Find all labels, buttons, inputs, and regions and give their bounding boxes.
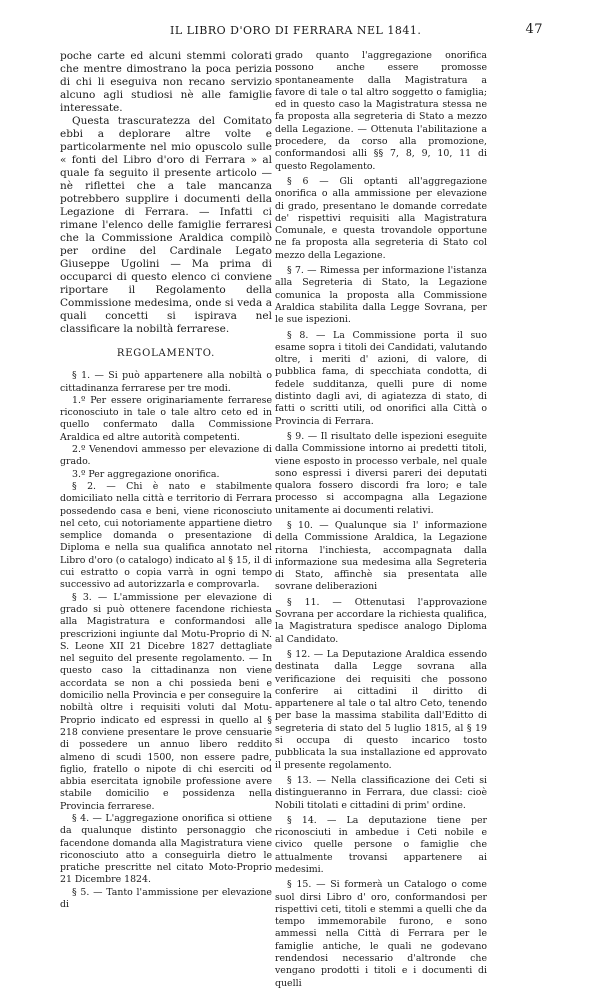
intro-paragraph: poche carte ed alcuni stemmi colorati che mentre dimostrano la poca perizia di chi li eseguiva non recano servizio alcuno agli studiosi nè alle famiglie interessate. bbox=[60, 50, 272, 114]
regulation-article: § 8. — La Commissione porta il suo esame sopra i titoli dei Candidati, valutando oltre, i meriti d' azioni, di valore, di pubblica fama, di specchiata condotta, di fedele sudditanza, quelli pure di nome distinto dagli avi, di agiatezza di stato, di fatti o scritti utili, od onorifici alla Città o Provincia di Ferrara. bbox=[275, 329, 487, 427]
regulation-article: § 5. — Tanto l'ammissione per elevazione di bbox=[60, 886, 272, 911]
regulation-article: § 2. — Chi è nato e stabilmente domiciliato nella città e territorio di Ferrara possedendo casa e beni, viene riconosciuto nel ceto, cui notoriamente appartiene dietro semplice domanda o presentazione di Diploma e nella sua qualifica annotato nel Libro d'oro (o catalogo) indicato al § 15, il di cui estratto o copia varrà in ogni tempo successivo ad autorizzarla e comprovarla. bbox=[60, 480, 272, 591]
intro-paragraph: Questa trascuratezza del Comitato ebbi a deplorare altre volte e particolarmente nel mio opuscolo sulle « fonti del Libro d'oro di Ferrara » al quale fa seguito il presente articolo — nè riflettei che a tale mancanza potrebbero supplire i documenti della Legazione di Ferrara. — Infatti ci rimane l'elenco delle famiglie ferraresi che la Commissione Araldica compilò per ordine del Cardinale Legato Giuseppe Ugolini — Ma prima di occuparci di questo elenco ci conviene riportare il Regolamento della Commissione medesima, onde si veda a quali concetti si ispirava nel classificare la nobiltà ferrarese. bbox=[60, 115, 272, 335]
page-number: 47 bbox=[525, 22, 543, 37]
running-header bbox=[60, 20, 543, 42]
regulation-article: 1.º Per essere originariamente ferrarese riconosciuto in tale o tale altro ceto ed in quello confermato dalla Commissione Araldica ed altre autorità competenti. bbox=[60, 394, 272, 443]
regulation-article: § 3. — L'ammissione per elevazione di grado si può ottenere facendone richiesta alla Magistratura e conformandosi alle prescrizioni ingiunte dal Motu-Proprio di N. S. Leone XII 21 Dicebre 1827 dettagliate nel seguito del presente regolamento. — In questo caso la cittadinanza non viene accordata se non a chi possieda beni e domicilio nella Provincia e per conseguire la nobiltà oltre i requisiti voluti dal Motu-Proprio indicato ed espressi in quello al § 218 conviene presentare le prove censuarie di possedere un annuo libero reddito almeno di scudi 1500, non essere padre, figlio, fratello o nipote di chi eserciti od abbia esercitata ignobile professione avere stabile domicilio e possidenza nella Provincia ferrarese. bbox=[60, 591, 272, 812]
regulation-article: 2.º Venendovi ammesso per elevazione di grado. bbox=[60, 444, 272, 468]
regulation-article: § 6 — Gli optanti all'aggregazione onorifica o alla ammissione per elevazione di grado, presentano le domande corredate de' rispettivi requisiti alla Magistratura Comunale, e questa trovandole opportune ne fa proposta alla segreteria di Stato col mezzo della Legazione. bbox=[275, 175, 487, 261]
regulation-article: 3.º Per aggregazione onorifica. bbox=[72, 468, 220, 480]
section-heading: REGOLAMENTO. bbox=[116, 348, 216, 359]
right-column bbox=[275, 50, 487, 989]
regulation-article: § 13. — Nella classificazione dei Ceti si distingueranno in Ferrara, due classi: cioè Nobili titolati e cittadini di prim' ordine. bbox=[275, 774, 487, 811]
regulation-article: § 4. — L'aggregazione onorifica si ottiene da qualunque distinto personaggio che facendone domanda alla Magistratura viene riconosciuto atto a conseguirla dietro le pratiche prescritte nel citato Moto-Proprio 21 Dicembre 1824. bbox=[60, 812, 272, 886]
regulation-article: § 9. — Il risultato delle ispezioni eseguite dalla Commissione intorno ai predetti titoli, viene esposto in processo verbale, nel quale sono espressi i diversi pareri dei deputati qualora fossero discordi fra loro; e tale processo si accompagna alla Legazione unitamente ai documenti relativi. bbox=[275, 430, 487, 516]
running-title: IL LIBRO D'ORO DI FERRARA NEL 1841. bbox=[170, 24, 422, 37]
regulation-article: § 7. — Rimessa per informazione l'istanza alla Segreteria di Stato, la Legazione comunica la proposta alla Commissione Araldica stabilita dalla Legge Sovrana, per le sue ispezioni. bbox=[275, 265, 487, 326]
regulation-article: § 11. — Ottenutasi l'approvazione Sovrana per accordare la richiesta qualifica, la Magistratura spedisce analogo Diploma al Candidato. bbox=[275, 596, 487, 645]
left-column bbox=[60, 50, 272, 911]
regulation-article: § 14. — La deputazione tiene per riconosciuti in ambedue i Ceti nobile e civico quelle persone o famiglie che attualmente trovansi appartenere ai medesimi. bbox=[275, 814, 487, 875]
regulation-article: § 15. — Si formerà un Catalogo o come suol dirsi Libro d' oro, conformandosi per rispettivi ceti, titoli e stemmi a quelli che da tempo immemorabile furono, e sono ammessi nella Città di Ferrara per le famiglie antiche, le quali ne godevano rendendosi necessario d'altronde che vengano prodotti i titoli e i documenti di quelli bbox=[275, 879, 487, 989]
regulation-article: § 1. — Si può appartenere alla nobiltà o cittadinanza ferrarese per tre modi. bbox=[60, 370, 272, 394]
regulation-article: grado quanto l'aggregazione onorifica possono anche essere promosse spontaneamente dalla Magistratura a favore di tale o tal altro soggetto o famiglia; ed in questo caso la Magistratura stessa ne fa proposta alla segreteria di Stato a mezzo della Legazione. — Ottenuta l'abilitazione a procedere, da corso alla promozione, conformandosi alli §§ 7, 8, 9, 10, 11 di questo Regolamento. bbox=[275, 50, 487, 172]
regulation-article: § 12. — La Deputazione Araldica essendo destinata dalla Legge sovrana alla verificazione dei requisiti che possono conferire ai cittadini il diritto di appartenere al tale o tal altro Ceto, tenendo per base la massima stabilita dall'Editto di segreteria di stato del 5 luglio 1815, al § 19 si occupa di questo incarico tosto pubblicata la sua installazione ed approvato il presente regolamento. bbox=[275, 648, 487, 771]
regulation-article: § 10. — Qualunque sia l' informazione della Commissione Araldica, la Legazione ritorna l'inchiesta, accompagnata dalla informazione sua medesima alla Segreteria di Stato, affinchè sia presentata alle sovrane deliberazioni bbox=[275, 519, 487, 593]
